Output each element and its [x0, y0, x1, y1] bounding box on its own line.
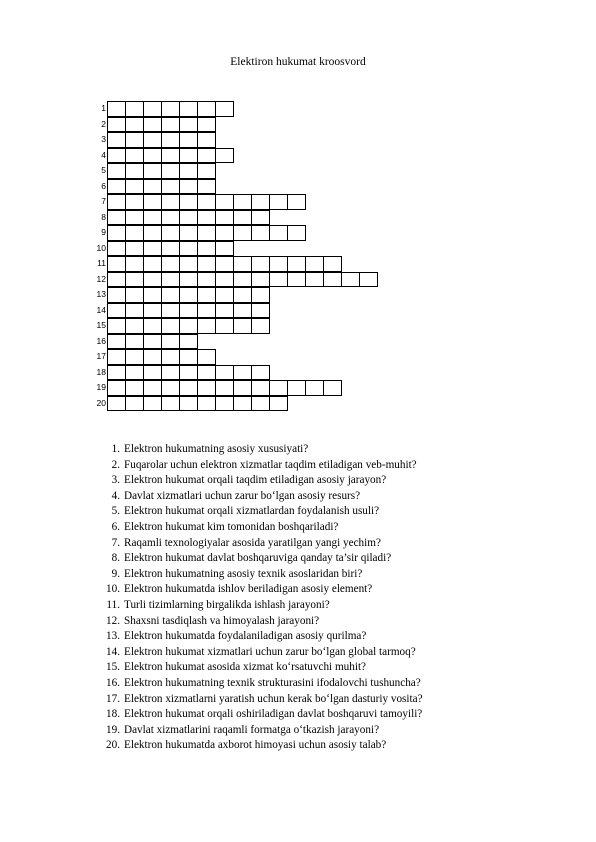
question-item [106, 723, 423, 739]
crossword-cell[interactable] [107, 318, 126, 334]
crossword-cell[interactable] [287, 194, 306, 210]
crossword-cell[interactable] [287, 380, 306, 396]
crossword-cell[interactable] [179, 148, 198, 164]
crossword-cell[interactable] [251, 318, 270, 334]
row-number: 7 [101, 196, 106, 206]
question-text: Fuqarolar uchun elektron xizmatlar taqdim etiladigan veb-muhit? [124, 458, 417, 471]
row-number: 6 [101, 180, 106, 191]
crossword-cell[interactable] [161, 380, 180, 396]
crossword-cell[interactable] [233, 225, 252, 241]
crossword-cell[interactable] [215, 396, 234, 412]
crossword-cell[interactable] [143, 210, 162, 226]
crossword-cell[interactable] [107, 334, 126, 350]
crossword-cell[interactable] [143, 365, 162, 381]
crossword-cell[interactable] [143, 287, 162, 303]
crossword-cell[interactable] [179, 318, 198, 334]
crossword-cell[interactable] [251, 380, 270, 396]
crossword-cell[interactable] [251, 287, 270, 303]
crossword-cell[interactable] [251, 210, 270, 226]
crossword-cell[interactable] [197, 210, 216, 226]
question-text: Elektron hukumatda axborot himoyasi uchun asosiy talab? [124, 739, 387, 752]
crossword-cell[interactable] [125, 117, 144, 133]
question-item [106, 598, 423, 614]
crossword-cell[interactable] [233, 272, 252, 288]
crossword-cell[interactable] [161, 256, 180, 272]
crossword-cell[interactable] [125, 210, 144, 226]
crossword-cell[interactable] [161, 349, 180, 365]
crossword-cell[interactable] [179, 117, 198, 133]
crossword-cell[interactable] [107, 349, 126, 365]
page-title: Elektiron hukumat kroosvord [230, 56, 366, 68]
crossword-cell[interactable] [305, 272, 324, 288]
crossword-cell[interactable] [143, 241, 162, 257]
crossword-cell[interactable] [125, 272, 144, 288]
crossword-cell[interactable] [323, 380, 342, 396]
crossword-cell[interactable] [125, 132, 144, 148]
crossword-cell[interactable] [197, 349, 216, 365]
crossword-cell[interactable] [269, 272, 288, 288]
crossword-cell[interactable] [215, 256, 234, 272]
crossword-cell[interactable] [125, 303, 144, 319]
crossword-cell[interactable] [143, 163, 162, 179]
question-number: 14. [106, 645, 120, 658]
crossword-cell[interactable] [251, 256, 270, 272]
question-text: Elektron hukumatda foydalaniladigan asosiy qurilma? [124, 630, 367, 643]
crossword-cell[interactable] [107, 194, 126, 210]
question-item [106, 660, 423, 676]
question-number: 8. [111, 552, 120, 565]
question-item [106, 692, 423, 708]
crossword-cell[interactable] [269, 380, 288, 396]
crossword-cell[interactable] [179, 101, 198, 117]
question-item [106, 738, 423, 754]
crossword-cell[interactable] [125, 179, 144, 195]
crossword-cell[interactable] [287, 256, 306, 272]
question-item [106, 442, 423, 458]
question-text: Elektron hukumat davlat boshqaruviga qanday ta’sir qiladi? [124, 552, 392, 565]
crossword-cell[interactable] [143, 349, 162, 365]
question-item [106, 614, 423, 630]
crossword-cell[interactable] [233, 287, 252, 303]
crossword-cell[interactable] [197, 101, 216, 117]
crossword-cell[interactable] [143, 225, 162, 241]
crossword-cell[interactable] [197, 117, 216, 133]
crossword-cell[interactable] [179, 256, 198, 272]
crossword-cell[interactable] [125, 101, 144, 117]
crossword-cell[interactable] [215, 148, 234, 164]
crossword-cell[interactable] [269, 396, 288, 412]
question-text: Shaxsni tasdiqlash va himoyalash jarayoni? [124, 614, 320, 627]
crossword-cell[interactable] [161, 132, 180, 148]
crossword-cell[interactable] [161, 241, 180, 257]
crossword-cell[interactable] [179, 272, 198, 288]
crossword-cell[interactable] [143, 318, 162, 334]
question-text: Elektron hukumat orqali oshiriladigan davlat boshqaruvi tamoyili? [124, 708, 423, 721]
question-number: 15. [106, 661, 120, 674]
crossword-cell[interactable] [107, 101, 126, 117]
crossword-cell[interactable] [161, 303, 180, 319]
row-number: 4 [101, 149, 106, 160]
crossword-cell[interactable] [179, 303, 198, 319]
crossword-cell[interactable] [107, 365, 126, 381]
crossword-cell[interactable] [125, 334, 144, 350]
crossword-cell[interactable] [125, 225, 144, 241]
crossword-cell[interactable] [179, 241, 198, 257]
crossword-cell[interactable] [215, 225, 234, 241]
question-item [106, 504, 423, 520]
crossword-cell[interactable] [197, 148, 216, 164]
crossword-cell[interactable] [107, 272, 126, 288]
crossword-cell[interactable] [143, 132, 162, 148]
question-text: Elektron hukumat orqali taqdim etiladigan asosiy jarayon? [124, 474, 387, 487]
crossword-cell[interactable] [161, 101, 180, 117]
crossword-cell[interactable] [269, 225, 288, 241]
crossword-cell[interactable] [143, 194, 162, 210]
crossword-cell[interactable] [287, 225, 306, 241]
question-text: Elektron hukumat kim tomonidan boshqariladi? [124, 520, 339, 533]
crossword-cell[interactable] [251, 396, 270, 412]
question-item [106, 582, 423, 598]
crossword-cell[interactable] [179, 380, 198, 396]
crossword-cell[interactable] [197, 241, 216, 257]
crossword-cell[interactable] [179, 349, 198, 365]
question-number: 5. [111, 505, 120, 518]
question-item [106, 551, 423, 567]
row-number: 9 [101, 227, 106, 237]
crossword-cell[interactable] [287, 272, 306, 288]
crossword-cell[interactable] [179, 132, 198, 148]
crossword-cell[interactable] [197, 380, 216, 396]
row-number: 12 [96, 273, 106, 284]
crossword-cell[interactable] [215, 241, 234, 257]
crossword-cell[interactable] [179, 287, 198, 303]
question-item [106, 567, 423, 583]
crossword-cell[interactable] [197, 396, 216, 412]
crossword-cell[interactable] [143, 117, 162, 133]
question-number: 18. [106, 708, 120, 721]
crossword-cell[interactable] [197, 225, 216, 241]
crossword-cell[interactable] [323, 256, 342, 272]
crossword-cell[interactable] [107, 163, 126, 179]
row-number: 13 [96, 289, 106, 299]
crossword-cell[interactable] [233, 210, 252, 226]
crossword-cell[interactable] [107, 256, 126, 272]
question-number: 11. [106, 598, 120, 611]
crossword-cell[interactable] [161, 148, 180, 164]
crossword-cell[interactable] [305, 256, 324, 272]
crossword-cell[interactable] [251, 272, 270, 288]
crossword-cell[interactable] [269, 194, 288, 210]
row-number: 16 [96, 335, 106, 346]
row-number: 10 [96, 242, 106, 253]
crossword-cell[interactable] [251, 365, 270, 381]
crossword-cell[interactable] [323, 272, 342, 288]
question-text: Davlat xizmatlari uchun zarur bo‘lgan asosiy resurs? [124, 489, 361, 502]
crossword-cell[interactable] [197, 303, 216, 319]
crossword-cell[interactable] [125, 396, 144, 412]
crossword-cell[interactable] [161, 365, 180, 381]
question-text: Raqamli texnologiyalar asosida yaratilgan yangi yechim? [124, 536, 381, 549]
crossword-cell[interactable] [143, 303, 162, 319]
crossword-cell[interactable] [107, 117, 126, 133]
crossword-cell[interactable] [251, 303, 270, 319]
crossword-cell[interactable] [143, 396, 162, 412]
question-text: Elektron hukumat asosida xizmat ko‘rsatuvchi muhit? [124, 661, 367, 674]
crossword-cell[interactable] [143, 256, 162, 272]
crossword-cell[interactable] [233, 303, 252, 319]
crossword-cell[interactable] [215, 318, 234, 334]
question-text: Elektron hukumatda ishlov beriladigan asosiy element? [124, 583, 373, 596]
crossword-cell[interactable] [179, 365, 198, 381]
crossword-cell[interactable] [161, 225, 180, 241]
crossword-cell[interactable] [107, 148, 126, 164]
question-text: Turli tizimlarning birgalikda ishlash jarayoni? [124, 598, 330, 611]
question-item [106, 676, 423, 692]
question-text: Elektron hukumatning texnik strukturasini ifodalovchi tushuncha? [124, 676, 421, 689]
row-number: 20 [96, 397, 106, 408]
crossword-cell[interactable] [215, 210, 234, 226]
crossword-cell[interactable] [179, 163, 198, 179]
question-list [106, 442, 423, 754]
crossword-cell[interactable] [233, 194, 252, 210]
crossword-cell[interactable] [359, 272, 378, 288]
crossword-cell[interactable] [197, 256, 216, 272]
row-number: 1 [101, 103, 106, 113]
crossword-cell[interactable] [161, 287, 180, 303]
crossword-cell[interactable] [215, 365, 234, 381]
crossword-cell[interactable] [197, 272, 216, 288]
question-item [106, 536, 423, 552]
crossword-cell[interactable] [125, 287, 144, 303]
row-number: 3 [101, 134, 106, 144]
question-item [106, 629, 423, 645]
question-number: 17. [106, 692, 120, 705]
question-number: 7. [111, 536, 120, 549]
crossword-cell[interactable] [107, 225, 126, 241]
crossword-cell[interactable] [125, 349, 144, 365]
question-number: 6. [111, 520, 120, 533]
crossword-cell[interactable] [143, 272, 162, 288]
row-number: 8 [101, 211, 106, 222]
crossword-cell[interactable] [179, 179, 198, 195]
crossword-cell[interactable] [143, 380, 162, 396]
row-number: 11 [97, 258, 106, 268]
question-text: Elektron hukumatning asosiy texnik asoslaridan biri? [124, 567, 363, 580]
row-number: 19 [96, 382, 106, 392]
row-number: 14 [96, 304, 106, 315]
crossword-cell[interactable] [233, 396, 252, 412]
row-number: 15 [96, 320, 106, 330]
question-item [106, 520, 423, 536]
question-number: 9. [111, 567, 120, 580]
crossword-cell[interactable] [215, 272, 234, 288]
question-item [106, 707, 423, 723]
crossword-cell[interactable] [125, 256, 144, 272]
crossword-cell[interactable] [125, 380, 144, 396]
crossword-cell[interactable] [125, 365, 144, 381]
crossword-cell[interactable] [161, 334, 180, 350]
question-item [106, 489, 423, 505]
question-number: 1. [111, 443, 120, 455]
crossword-cell[interactable] [143, 334, 162, 350]
crossword-cell[interactable] [125, 163, 144, 179]
crossword-cell[interactable] [161, 318, 180, 334]
crossword-cell[interactable] [161, 179, 180, 195]
crossword-cell[interactable] [251, 225, 270, 241]
question-number: 3. [111, 474, 120, 487]
crossword-cell[interactable] [179, 334, 198, 350]
crossword-cell[interactable] [143, 179, 162, 195]
crossword-cell[interactable] [269, 256, 288, 272]
crossword-cell[interactable] [197, 318, 216, 334]
crossword-cell[interactable] [197, 132, 216, 148]
crossword-cell[interactable] [161, 272, 180, 288]
crossword-cell[interactable] [215, 303, 234, 319]
crossword-cell[interactable] [161, 163, 180, 179]
crossword-cell[interactable] [197, 163, 216, 179]
crossword-cell[interactable] [161, 210, 180, 226]
crossword-cell[interactable] [107, 241, 126, 257]
crossword-cell[interactable] [125, 194, 144, 210]
crossword-cell[interactable] [233, 318, 252, 334]
crossword-cell[interactable] [161, 194, 180, 210]
question-text: Elektron hukumat xizmatlari uchun zarur bo‘lgan global tarmoq? [124, 645, 416, 658]
question-number: 2. [111, 458, 120, 471]
crossword-cell[interactable] [197, 194, 216, 210]
crossword-cell[interactable] [179, 396, 198, 412]
crossword-cell[interactable] [179, 194, 198, 210]
question-item [106, 645, 423, 661]
crossword-cell[interactable] [197, 365, 216, 381]
crossword-cell[interactable] [215, 101, 234, 117]
crossword-cell[interactable] [107, 287, 126, 303]
crossword-cell[interactable] [107, 380, 126, 396]
crossword-cell[interactable] [179, 210, 198, 226]
crossword-cell[interactable] [125, 318, 144, 334]
crossword-cell[interactable] [107, 303, 126, 319]
crossword-cell[interactable] [107, 396, 126, 412]
question-item [106, 473, 423, 489]
crossword-cell[interactable] [233, 380, 252, 396]
crossword-cell[interactable] [179, 225, 198, 241]
crossword-cell[interactable] [107, 179, 126, 195]
question-text: Elektron hukumat orqali xizmatlardan foydalanish usuli? [124, 505, 380, 518]
question-number: 19. [106, 723, 120, 736]
crossword-cell[interactable] [161, 117, 180, 133]
crossword-cell[interactable] [251, 194, 270, 210]
crossword-cell[interactable] [107, 210, 126, 226]
question-text: Davlat xizmatlarini raqamli formatga o‘tkazish jarayoni? [124, 723, 380, 736]
question-text: Elektron xizmatlarni yaratish uchun kerak bo‘lgan dasturiy vosita? [124, 692, 423, 705]
question-text: Elektron hukumatning asosiy xususiyati? [124, 443, 309, 455]
question-item [106, 458, 423, 474]
crossword-cell[interactable] [125, 241, 144, 257]
crossword-cell[interactable] [341, 272, 360, 288]
crossword-cell[interactable] [215, 380, 234, 396]
crossword-cell[interactable] [233, 365, 252, 381]
crossword-cell[interactable] [215, 287, 234, 303]
question-number: 16. [106, 676, 120, 689]
crossword-cell[interactable] [215, 194, 234, 210]
row-number: 18 [96, 366, 106, 377]
crossword-cell[interactable] [197, 179, 216, 195]
crossword-cell[interactable] [125, 148, 144, 164]
row-number: 17 [96, 351, 106, 361]
question-number: 4. [111, 489, 120, 502]
crossword-cell[interactable] [107, 132, 126, 148]
question-number: 20. [106, 739, 120, 752]
crossword-cell[interactable] [233, 256, 252, 272]
crossword-cell[interactable] [143, 101, 162, 117]
crossword-cell[interactable] [197, 287, 216, 303]
crossword-cell[interactable] [143, 148, 162, 164]
question-number: 12. [106, 614, 120, 627]
question-number: 10. [106, 583, 120, 596]
row-number: 2 [101, 118, 106, 129]
row-number: 5 [101, 165, 106, 175]
crossword-cell[interactable] [305, 380, 324, 396]
question-number: 13. [106, 630, 120, 643]
crossword-cell[interactable] [161, 396, 180, 412]
